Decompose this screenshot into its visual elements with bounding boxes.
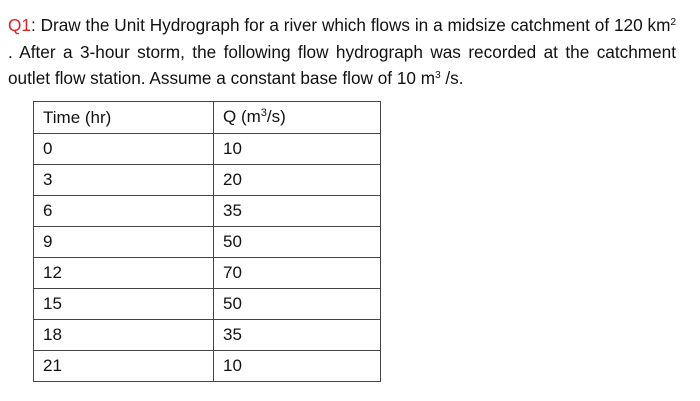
question-text-part-3: /s. — [440, 68, 464, 88]
table-row — [34, 227, 381, 258]
volume-unit-superscript: 3 — [435, 70, 441, 81]
flow-cell: 50 — [214, 227, 381, 258]
time-cell: 15 — [34, 289, 214, 320]
flow-column-header — [214, 102, 381, 134]
table-row — [34, 289, 381, 320]
question-text-part-2: . After a 3-hour storm, the following flow hydrograph was recorded at the catchment outlet flow station. Assume a constant base flow of 10 m — [8, 41, 676, 88]
question-text — [8, 12, 676, 92]
question-number — [8, 15, 36, 35]
table-row — [34, 165, 381, 196]
time-cell: 6 — [34, 196, 214, 227]
time-cell: 0 — [34, 134, 214, 165]
flow-header-superscript: 3 — [260, 106, 267, 119]
flow-cell: 35 — [214, 320, 381, 351]
time-cell: 12 — [34, 258, 214, 289]
time-cell: 18 — [34, 320, 214, 351]
table-row — [34, 351, 381, 382]
table-header-row — [34, 102, 381, 134]
flow-header-suffix: /s) — [266, 106, 286, 126]
time-cell: 3 — [34, 165, 214, 196]
time-cell: 9 — [34, 227, 214, 258]
flow-cell: 20 — [214, 165, 381, 196]
flow-cell: 10 — [214, 134, 381, 165]
flow-cell: 50 — [214, 289, 381, 320]
time-cell: 21 — [34, 351, 214, 382]
flow-cell: 10 — [214, 351, 381, 382]
question-number-label: Q1 — [8, 15, 31, 35]
flow-cell: 70 — [214, 258, 381, 289]
hydrograph-table — [33, 101, 381, 382]
question-text-part-1: Draw the Unit Hydrograph for a river which flows in a midsize catchment of 120 km — [35, 15, 671, 35]
table-row — [34, 320, 381, 351]
table-row — [34, 258, 381, 289]
table-row — [34, 134, 381, 165]
flow-cell: 35 — [214, 196, 381, 227]
flow-header-prefix: Q (m — [223, 106, 261, 126]
question-number-colon: : — [30, 15, 36, 35]
time-column-header: Time (hr) — [34, 102, 214, 134]
area-unit-superscript: 2 — [670, 17, 676, 28]
table-row — [34, 196, 381, 227]
